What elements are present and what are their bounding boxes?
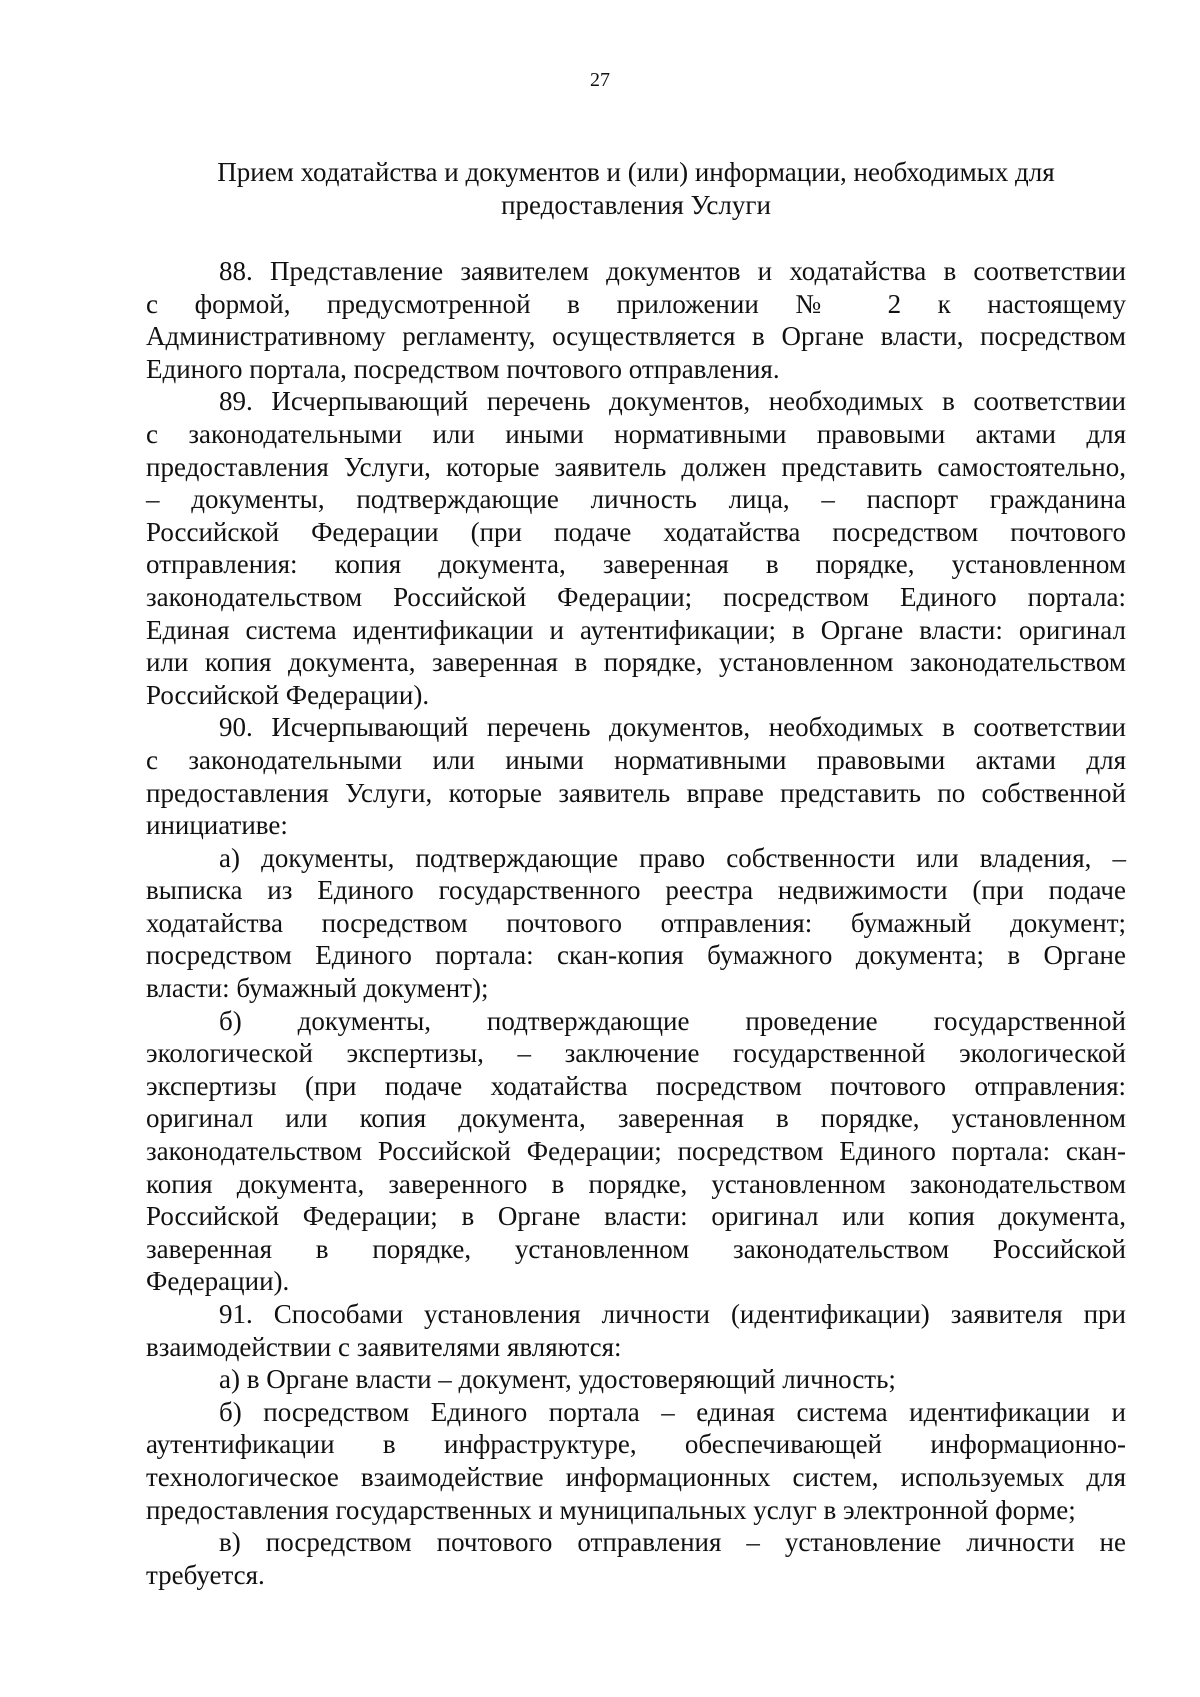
text-line: законодательством Российской Федерации; посредством Единого портала: — [146, 581, 1126, 612]
text-line: а) в Органе власти – документ, удостоверяющий личность; — [219, 1364, 896, 1395]
heading-line: Прием ходатайства и документов и (или) информации, необходимых для — [217, 157, 1055, 187]
text-line: экологической экспертизы, – заключение государственной экологической — [146, 1038, 1126, 1069]
paragraph — [146, 1526, 1126, 1591]
paragraph — [146, 711, 1126, 841]
text-line: требуется. — [146, 1559, 265, 1590]
text-line: 89. Исчерпывающий перечень документов, необходимых в соответствии — [219, 386, 1126, 417]
text-line: аутентификации в инфраструктуре, обеспечивающей информационно- — [146, 1429, 1126, 1460]
paragraph — [146, 1005, 1126, 1298]
text-line: Российской Федерации; в Органе власти: оригинал или копия документа, — [146, 1201, 1126, 1232]
paragraph — [146, 1363, 1126, 1396]
text-line: 88. Представление заявителем документов и ходатайства в соответствии — [219, 256, 1126, 286]
text-line: предоставления государственных и муниципальных услуг в электронной форме; — [146, 1494, 1076, 1525]
text-line: копия документа, заверенного в порядке, установленном законодательством — [146, 1168, 1126, 1199]
text-line: законодательством Российской Федерации; посредством Единого портала: скан- — [146, 1136, 1126, 1167]
text-line: Федерации). — [146, 1266, 290, 1297]
text-line: посредством Единого портала: скан-копия бумажного документа; в Органе — [146, 940, 1126, 971]
text-line: – документы, подтверждающие личность лица, – паспорт гражданина — [146, 484, 1126, 515]
paragraph — [146, 1396, 1126, 1526]
text-line: с законодательными или иными нормативными правовыми актами для — [146, 744, 1126, 775]
text-line: предоставления Услуги, которые заявитель должен представить самостоятельно, — [146, 451, 1126, 482]
text-line: а) документы, подтверждающие право собственности или владения, – — [219, 842, 1126, 873]
text-line: власти: бумажный документ); — [146, 973, 489, 1004]
text-line: Административному регламенту, осуществляется в Органе власти, посредством — [146, 321, 1126, 352]
text-line: 90. Исчерпывающий перечень документов, необходимых в соответствии — [219, 712, 1126, 743]
text-line: 91. Способами установления личности (идентификации) заявителя при — [219, 1299, 1126, 1329]
document-body — [146, 255, 1126, 1591]
text-line: б) документы, подтверждающие проведение государственной — [219, 1005, 1126, 1036]
heading-line: предоставления Услуги — [501, 190, 771, 220]
text-line: заверенная в порядке, установленном законодательством Российской — [146, 1233, 1126, 1264]
text-line: в) посредством почтового отправления – установление личности не — [219, 1527, 1126, 1558]
text-line: отправления: копия документа, заверенная в порядке, установленном — [146, 549, 1126, 580]
text-line: с законодательными или иными нормативными правовыми актами для — [146, 418, 1126, 449]
paragraph — [146, 385, 1126, 711]
text-line: ходатайства посредством почтового отправления: бумажный документ; — [146, 907, 1126, 938]
paragraph — [146, 842, 1126, 1005]
paragraph — [146, 1298, 1126, 1363]
paragraph — [146, 255, 1126, 385]
page-number: 27 — [590, 69, 610, 91]
text-line: с формой, предусмотренной в приложении № 2 к настоящему — [146, 288, 1126, 319]
text-line: экспертизы (при подаче ходатайства посредством почтового отправления: — [146, 1070, 1126, 1101]
text-line: Единая система идентификации и аутентификации; в Органе власти: оригинал — [146, 614, 1126, 645]
text-line: выписка из Единого государственного реестра недвижимости (при подаче — [146, 875, 1126, 906]
section-heading — [146, 156, 1126, 222]
text-line: Единого портала, посредством почтового отправления. — [146, 353, 780, 384]
text-line: Российской Федерации). — [146, 679, 430, 710]
text-line: б) посредством Единого портала – единая система идентификации и — [219, 1396, 1126, 1427]
text-line: Российской Федерации (при подаче ходатайства посредством почтового — [146, 516, 1126, 547]
text-line: взаимодействии с заявителями являются: — [146, 1331, 622, 1362]
text-line: инициативе: — [146, 810, 288, 841]
text-line: оригинал или копия документа, заверенная в порядке, установленном — [146, 1103, 1126, 1134]
text-line: или копия документа, заверенная в порядке, установленном законодательством — [146, 647, 1126, 678]
text-line: предоставления Услуги, которые заявитель вправе представить по собственной — [146, 777, 1126, 808]
text-line: технологическое взаимодействие информационных систем, используемых для — [146, 1461, 1126, 1492]
